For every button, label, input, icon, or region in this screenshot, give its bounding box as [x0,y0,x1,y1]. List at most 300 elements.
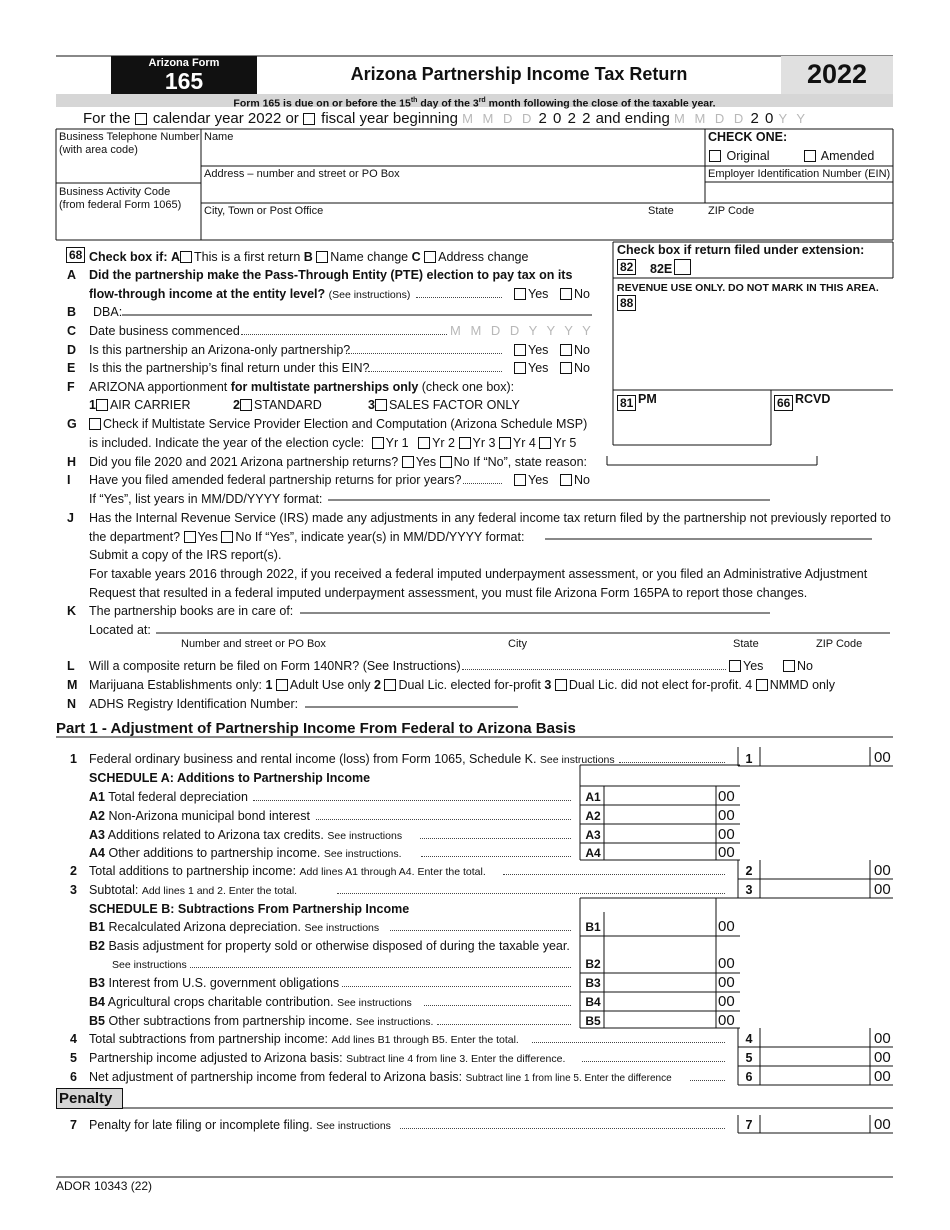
q-l-yes[interactable] [729,659,763,674]
q-j-text-1: Has the Internal Revenue Service (IRS) made any adjustments in any federal income tax return filed by the partnership not previously reported to [89,511,891,525]
b4-see: See instructions [337,997,412,1009]
q-j-text-2a: the department? [89,530,181,544]
a4-row [89,846,402,862]
activity-code-label[interactable] [59,186,181,212]
a3-see: See instructions [327,830,403,842]
yr1-checkbox[interactable] [372,437,384,449]
name-change-checkbox[interactable] [316,251,328,263]
b4-cents: 00 [718,993,735,1010]
a1-box: A1 [585,790,601,804]
calendar-year-checkbox[interactable] [135,113,147,125]
q-l-leader [462,660,726,670]
m3-number: 3 [544,678,552,692]
b1-row [89,920,379,936]
b2-text: Basis adjustment for property sold or otherwise disposed of during the taxable year. [108,939,570,953]
original-option[interactable] [709,150,770,163]
sales-factor-label: SALES FACTOR ONLY [388,398,520,412]
q-e-letter: E [67,361,76,375]
yr4-checkbox[interactable] [499,437,511,449]
q-j-no-checkbox[interactable] [221,531,233,543]
check-one-label: CHECK ONE: [708,130,788,144]
a2-text: Non-Arizona municipal bond interest [108,809,310,823]
a4-box: A4 [585,846,601,860]
b3-leader [342,977,571,987]
q-n-letter: N [67,697,77,711]
line-5-sub: Subtract line 4 from line 3. Enter the difference. [346,1053,566,1065]
calendar-year-label: calendar year 2022 or [152,110,299,127]
a3-leader [420,829,571,839]
adult-use-checkbox[interactable] [276,679,288,691]
q-c-letter: C [67,324,77,338]
yr5-label: Yr 5 [553,436,577,450]
q-i-no-label: No [574,473,590,487]
line-2-box: 2 [745,864,753,878]
q-a-yes-label: Yes [528,287,549,301]
line-2-cents: 00 [874,862,891,879]
activity-label-2: (from federal Form 1065) [59,199,182,211]
yr2-checkbox[interactable] [418,437,430,449]
q-h-no-label: No [453,455,470,469]
b2-see: See instructions [112,959,187,971]
b5-see: See instructions. [355,1016,434,1028]
b3-code: B3 [89,976,105,990]
q-j-text-2b: If “Yes”, indicate year(s) in MM/DD/YYYY format: [254,530,525,544]
b4-code: B4 [89,995,105,1009]
form-label: Arizona Form [148,57,220,69]
a1-cents: 00 [718,788,735,805]
b1-leader [390,921,571,931]
line-6-box: 6 [745,1070,753,1084]
f3-number: 3 [368,398,375,412]
line-2-text [89,864,486,880]
q-j-no-label: No [235,530,252,544]
line-3-label: Subtotal: [89,883,139,897]
q-i-leader [463,474,502,484]
original-checkbox[interactable] [709,150,721,162]
line-4-leader [532,1033,725,1043]
q-f-letter: F [67,380,75,394]
due-pre: Form 165 is due on or before the 15 [233,97,411,110]
first-return-letter: A [170,250,181,264]
first-return-checkbox[interactable] [180,251,192,263]
tax-year: 2022 [806,59,868,89]
line-2-sub: Add lines A1 through A4. Enter the total. [299,866,486,878]
q-a-leader [416,288,502,298]
line-4-cents: 00 [874,1030,891,1047]
b1-see: See instructions [304,922,380,934]
line-1-box: 1 [745,752,753,766]
a2-row [89,809,310,824]
q-a-line-2 [89,287,410,303]
b4-row [89,995,412,1011]
q-d-no-label: No [574,343,590,357]
line-1-text [89,752,615,768]
line-1-leader [619,753,725,763]
k-state-caption: State [733,638,759,650]
q-b-letter: B [67,305,77,319]
yr3-label: Yr 3 [472,436,496,450]
sales-factor-option[interactable] [368,398,520,413]
q-i-letter: I [67,473,71,487]
q-e-no-label: No [574,361,590,375]
dual-not-elected-checkbox[interactable] [555,679,567,691]
zip-field[interactable]: ZIP Code [708,205,755,217]
q-j-yes-label: Yes [197,530,218,544]
b5-cents: 00 [718,1012,735,1029]
dual-not-elected-label: Dual Lic. did not elect for-profit. [568,678,742,692]
q-f-text [89,380,514,395]
q-h-yes-checkbox[interactable] [402,456,414,468]
a2-cents: 00 [718,807,735,824]
state-field[interactable]: State [648,205,674,217]
box-82: 82 [617,259,636,275]
air-carrier-checkbox[interactable] [96,399,108,411]
q-a-yes-checkbox[interactable] [514,288,526,300]
line-5-leader [582,1052,725,1062]
q-h-tail: If “No”, state reason: [473,455,588,469]
schedule-a-title: SCHEDULE A: Additions to Partnership Income [89,771,371,785]
extension-checkbox[interactable] [674,259,691,275]
a2-amount[interactable] [605,806,715,823]
end-date-ghost[interactable]: M M D D [674,111,747,126]
b3-box: B3 [585,976,601,990]
line-7-cents: 00 [874,1116,891,1133]
msp-option[interactable] [89,417,587,432]
yr1-label: Yr 1 [385,436,409,450]
a4-cents: 00 [718,844,735,861]
adhs-input[interactable] [305,694,518,706]
penalty-header: Penalty [56,1088,123,1109]
line-7-amount[interactable] [761,1115,869,1132]
q-l-text: Will a composite return be filed on Form 140NR? (See Instructions) [89,659,461,673]
name-field[interactable]: Name [204,131,234,143]
ein-field[interactable]: Employer Identification Number (EIN) [708,168,891,180]
b4-amount[interactable] [605,993,715,1010]
b2-leader [190,958,571,968]
q-l-yes-label: Yes [743,659,764,673]
nmmd-checkbox[interactable] [756,679,768,691]
schedule-b-title: SCHEDULE B: Subtractions From Partnership Income [89,902,410,916]
b3-row [89,976,339,991]
line-7-box: 7 [745,1118,753,1132]
q-d-leader [348,344,502,354]
b1-text: Recalculated Arizona depreciation. [108,920,301,934]
b2-row [89,939,570,954]
extension-label: Check box if return filed under extension: [617,243,865,257]
f2-number: 2 [233,398,240,412]
phone-label-2: (with area code) [59,144,138,156]
line-2-number: 2 [70,864,77,878]
q-l-letter: L [67,659,75,673]
b3-amount[interactable] [605,974,715,991]
date-commenced-input[interactable]: M M D D Y Y Y Y [450,323,594,338]
dual-elected-label: Dual Lic. elected for-profit [398,678,541,692]
q-l-no-label: No [797,659,813,673]
form-title: Arizona Partnership Income Tax Return [350,64,688,84]
line-1-see: See instructions [539,754,615,766]
q-i-no-checkbox[interactable] [560,474,572,486]
a3-text: Additions related to Arizona tax credits. [107,828,324,842]
box-82e-label: 82E [650,262,673,276]
b5-box: B5 [585,1014,601,1028]
name-change-label: Name change [330,250,409,264]
pm-label: PM [638,392,657,406]
original-label: Original [726,149,770,163]
line-3-cents: 00 [874,881,891,898]
sales-factor-checkbox[interactable] [375,399,387,411]
q-a-yes[interactable] [514,287,548,302]
k-city-caption: City [508,638,527,650]
standard-label: STANDARD [253,398,322,412]
a3-amount[interactable] [605,825,715,842]
a4-code: A4 [89,846,105,860]
due-post: month following the close of the taxable year. [485,97,716,110]
q-a-no[interactable] [560,287,590,302]
amended-checkbox[interactable] [804,150,816,162]
q-m-row [89,678,835,693]
q-a-text-2: flow-through income at the entity level? [89,287,326,301]
q-e-no[interactable] [560,361,590,376]
nmmd-label: NMMD only [769,678,836,692]
standard-option[interactable] [233,398,322,413]
q-n-text: ADHS Registry Identification Number: [89,697,299,711]
b4-leader [424,996,571,1006]
q-f-pre: ARIZONA apportionment [89,380,231,394]
q-j-yes-checkbox[interactable] [184,531,196,543]
line-7-label: Penalty for late filing or incomplete filing. [89,1118,313,1132]
adult-use-label: Adult Use only [289,678,371,692]
line-4-box: 4 [745,1032,753,1046]
located-at-input[interactable] [156,620,890,632]
yr5-checkbox[interactable] [539,437,551,449]
line-6-text [89,1070,672,1086]
for-the: For the [83,110,131,127]
q-h-no-checkbox[interactable] [440,456,452,468]
a3-code: A3 [89,828,105,842]
line-6-amount[interactable] [761,1067,869,1084]
footer-code: ADOR 10343 (22) [56,1179,153,1193]
line-4-sub: Add lines B1 through B5. Enter the total. [331,1034,519,1046]
b5-leader [437,1015,571,1025]
air-carrier-option[interactable] [89,398,191,413]
begin-date-ghost[interactable]: M M D D [462,111,535,126]
box-81: 81 [617,395,636,411]
a1-row [89,790,248,805]
due-date-note [56,94,893,111]
q-i-yes[interactable] [514,473,548,488]
a3-cents: 00 [718,826,735,843]
yr4-label: Yr 4 [512,436,536,450]
q-j-text-4: For taxable years 2016 through 2022, if you received a federal imputed underpayment assessment, or you filed an Administrative Adjustment [89,567,868,581]
q-d-letter: D [67,343,77,357]
line-1-amount[interactable] [761,748,869,765]
m1-number: 1 [265,678,273,692]
b5-amount[interactable] [605,1012,715,1028]
activity-label-1: Business Activity Code [59,186,171,198]
b2-amount[interactable] [605,937,715,972]
b3-cents: 00 [718,974,735,991]
dba-input[interactable] [122,302,592,315]
line-3-text [89,883,297,899]
a4-amount[interactable] [605,844,715,860]
a2-code: A2 [89,809,105,823]
rcvd-label: RCVD [795,392,831,406]
q-e-yes-label: Yes [528,361,549,375]
a2-leader [316,810,571,820]
b1-box: B1 [585,920,601,934]
a4-see: See instructions. [323,848,402,860]
due-sup2: rd [478,97,486,104]
reason-input[interactable] [608,452,816,464]
q-e-leader [368,362,502,372]
q-m-letter: M [67,678,78,692]
m4-number: 4 [745,678,753,692]
msp-checkbox[interactable] [89,418,101,430]
line-6-leader [690,1071,725,1081]
phone-label-1: Business Telephone Number [59,131,200,143]
a1-amount[interactable] [605,787,715,804]
address-change-letter: C [411,250,421,264]
q-d-text: Is this partnership an Arizona-only partnership? [89,343,351,357]
dual-elected-checkbox[interactable] [384,679,396,691]
b5-text: Other subtractions from partnership income. [108,1014,353,1028]
q-d-yes[interactable] [514,343,548,358]
line-3-box: 3 [745,883,753,897]
care-of-input[interactable] [300,601,770,613]
q-d-no-checkbox[interactable] [560,344,572,356]
date-commenced-label: Date business commenced [89,324,240,338]
q-i-yes-checkbox[interactable] [514,474,526,486]
amended-option[interactable] [804,150,874,163]
line-3-amount[interactable] [761,880,869,897]
line-2-amount[interactable] [761,861,869,878]
line-2-label: Total additions to partnership income: [89,864,297,878]
q-m-text: Marijuana Establishments only: [89,678,262,692]
phone-label[interactable] [59,131,199,157]
q-g-text-2: is included. Indicate the year of the election cycle: [89,436,365,450]
q-a-no-checkbox[interactable] [560,288,572,300]
begin-year: 2 0 2 2 [538,110,592,127]
q-l-no[interactable] [783,659,813,674]
b5-code: B5 [89,1014,105,1028]
b1-cents: 00 [718,918,735,935]
end-year-ghost[interactable]: Y Y [778,111,808,126]
q-i-yes-label: Yes [528,473,549,487]
q-i-text: Have you filed amended federal partnership returns for prior years? [89,473,462,487]
a4-leader [421,847,571,857]
q-f-post: (check one box): [418,380,515,394]
q-f-bold: for multistate partnerships only [230,380,419,394]
k-zip-caption: ZIP Code [816,638,863,650]
line-6-sub: Subtract line 1 from line 5. Enter the difference [465,1073,672,1084]
irs-years-input[interactable] [545,527,872,539]
box-68: 68 [66,247,85,263]
q-l-yes-checkbox[interactable] [729,660,741,672]
address-field[interactable]: Address – number and street or PO Box [204,168,400,180]
end-year: 2 0 [750,110,775,127]
line-5-amount[interactable] [761,1048,869,1065]
yr3-checkbox[interactable] [459,437,471,449]
q-h-row [89,455,587,470]
dba-label: DBA: [93,305,123,319]
amended-years-input[interactable] [328,488,770,500]
line-5-box: 5 [745,1051,753,1065]
q-l-no-checkbox[interactable] [783,660,795,672]
address-change-checkbox[interactable] [424,251,436,263]
air-carrier-label: AIR CARRIER [109,398,191,412]
q-d-yes-checkbox[interactable] [514,344,526,356]
line-3-number: 3 [70,883,77,897]
fiscal-year-checkbox[interactable] [303,113,315,125]
line-5-number: 5 [70,1051,77,1065]
q-e-yes-checkbox[interactable] [514,362,526,374]
first-return-label: This is a first return [194,250,301,264]
q-k-text: The partnership books are in care of: [89,604,294,618]
q-a-see: (See instructions) [328,289,411,301]
city-field[interactable]: City, Town or Post Office [204,205,324,217]
tax-period-line [83,110,808,128]
box-66: 66 [774,395,793,411]
address-change-label: Address change [438,250,529,264]
q-k-letter: K [67,604,77,618]
q-e-text: Is this the partnership’s final return under this EIN? [89,361,370,375]
k-street-caption: Number and street or PO Box [181,638,326,650]
line-5-label: Partnership income adjusted to Arizona basis: [89,1051,343,1065]
a2-box: A2 [585,809,601,823]
q-e-yes[interactable] [514,361,548,376]
q-i-no[interactable] [560,473,590,488]
standard-checkbox[interactable] [240,399,252,411]
q-d-yes-label: Yes [528,343,549,357]
q-h-letter: H [67,455,77,469]
q-i-text-2: If “Yes”, list years in MM/DD/YYYY format: [89,492,323,506]
line-5-text [89,1051,565,1067]
box-88: 88 [617,295,636,311]
b4-box: B4 [585,995,601,1009]
a4-text: Other additions to partnership income. [108,846,321,860]
line-4-number: 4 [70,1032,77,1046]
line-6-cents: 00 [874,1068,891,1085]
fiscal-year-label: fiscal year beginning [321,110,458,127]
amended-label: Amended [820,149,875,163]
located-at-label: Located at: [89,623,151,637]
q-g-letter: G [67,417,77,431]
b1-code: B1 [89,920,105,934]
line-7-see: See instructions [316,1120,391,1132]
b1-amount[interactable] [605,913,715,935]
form-badge [111,56,257,94]
due-mid: day of the 3 [417,97,479,110]
line-3-sub: Add lines 1 and 2. Enter the total. [141,885,298,897]
b5-row [89,1014,433,1030]
form-number: 165 [164,68,204,94]
q-e-no-checkbox[interactable] [560,362,572,374]
q-j-text-5: Request that resulted in a federal imputed underpayment assessment, you must file Arizona Form 165PA to report those changes. [89,586,808,600]
q-j-row-2 [89,530,524,545]
line-5-cents: 00 [874,1049,891,1066]
q-c-leader [241,325,447,335]
a3-box: A3 [585,828,601,842]
revenue-use-label: REVENUE USE ONLY. DO NOT MARK IN THIS AREA. [617,282,879,294]
q-h-text: Did you file 2020 and 2021 Arizona partnership returns? [89,455,399,469]
line-7-leader [400,1119,725,1129]
line-4-amount[interactable] [761,1029,869,1046]
q-j-letter: J [67,511,74,525]
line-2-leader [503,865,725,875]
q-d-no[interactable] [560,343,590,358]
check-if-label: Check box if: [89,250,168,264]
q-a-text-1: Did the partnership make the Pass-Through Entity (PTE) election to pay tax on its [89,268,573,282]
